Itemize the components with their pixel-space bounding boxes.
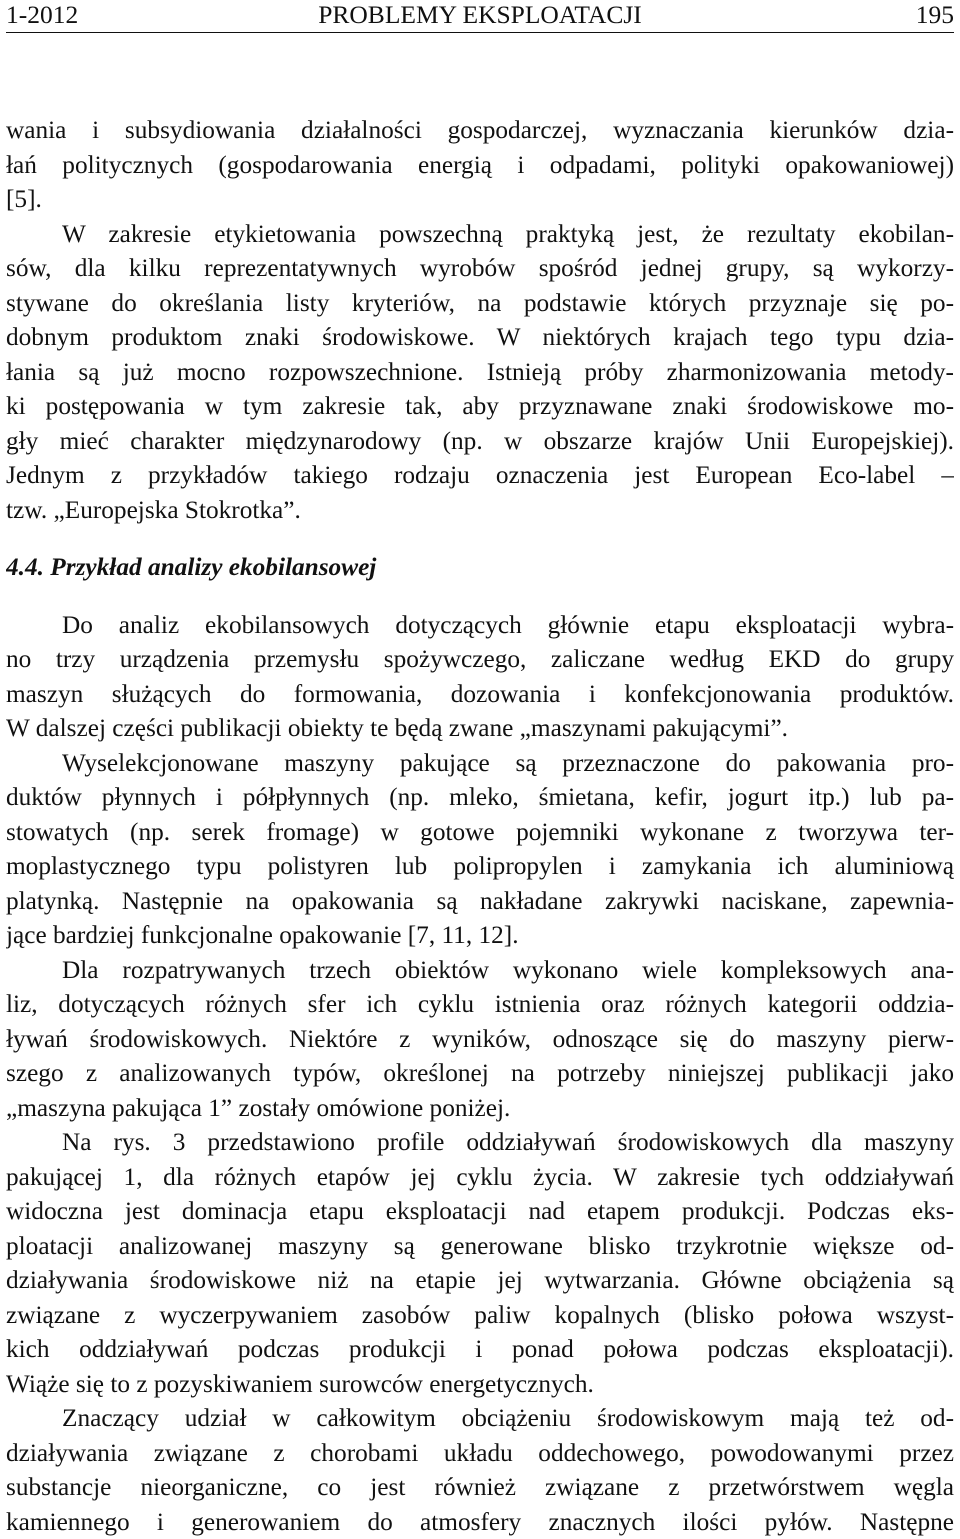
text-line: Znaczący udział w całkowitym obciążeniu środowiskowym mają też od- (6, 1401, 954, 1436)
text-line: no trzy urządzenia przemysłu spożywczego, zaliczane według EKD do grupy (6, 642, 954, 677)
section-title: Przykład analizy ekobilansowej (50, 553, 376, 581)
text-line: stywane do określania listy kryteriów, na podstawie których przyznaje się po- (6, 286, 954, 321)
text-line: Wiąże się to z pozyskiwaniem surowców energetycznych. (6, 1367, 954, 1402)
header-rule (6, 32, 954, 33)
running-header (6, 0, 954, 34)
header-page-number: 195 (916, 0, 954, 30)
text-line: maszyn służących do formowania, dozowania i konfekcjonowania produktów. (6, 677, 954, 712)
text-line: gły mieć charakter międzynarodowy (np. w obszarze krajów Unii Europejskiej). (6, 424, 954, 459)
header-journal-title: PROBLEMY EKSPLOATACJI (6, 0, 954, 30)
text-line: ploatacji analizowanej maszyny są generowane blisko trzykrotnie większe od- (6, 1229, 954, 1264)
text-line: platynką. Następnie na opakowania są nakładane zakrywki naciskane, zapewnia- (6, 884, 954, 919)
text-line: łania są już mocno rozpowszechnione. Istnieją próby zharmonizowania metody- (6, 355, 954, 390)
section-number: 4.4. (6, 553, 44, 581)
paragraph-1 (6, 113, 954, 217)
text-line: [5]. (6, 182, 954, 217)
text-line: Jednym z przykładów takiego rodzaju oznaczenia jest European Eco-label – (6, 458, 954, 493)
text-line: stowatych (np. serek fromage) w gotowe pojemniki wykonane z tworzywa ter- (6, 815, 954, 850)
text-line: kich oddziaływań podczas produkcji i ponad połowa podczas eksploatacji). (6, 1332, 954, 1367)
text-line: tzw. „Europejska Stokrotka”. (6, 493, 954, 528)
text-line: „maszyna pakująca 1” zostały omówione poniżej. (6, 1091, 954, 1126)
text-line: widoczna jest dominacja etapu eksploatacji nad etapem produkcji. Podczas eks- (6, 1194, 954, 1229)
text-line: Na rys. 3 przedstawiono profile oddziaływań środowiskowych dla maszyny (6, 1125, 954, 1160)
body-text (6, 113, 954, 1539)
text-line: W dalszej części publikacji obiekty te będą zwane „maszynami pakującymi”. (6, 711, 954, 746)
spacer (6, 527, 954, 550)
text-line: Dla rozpatrywanych trzech obiektów wykonano wiele kompleksowych ana- (6, 953, 954, 988)
text-line: związane z wyczerpywaniem zasobów paliw kopalnych (blisko połowa wszyst- (6, 1298, 954, 1333)
paragraph-7 (6, 1401, 954, 1539)
text-line: ki postępowania w tym zakresie tak, aby przyznawane znaki środowiskowe mo- (6, 389, 954, 424)
text-line: Wyselekcjonowane maszyny pakujące są przeznaczone do pakowania pro- (6, 746, 954, 781)
text-line: jące bardziej funkcjonalne opakowanie [7, 11, 12]. (6, 918, 954, 953)
text-line: moplastycznego typu polistyren lub polipropylen i zamykania ich aluminiową (6, 849, 954, 884)
text-line: W zakresie etykietowania powszechną praktyką jest, że rezultaty ekobilan- (6, 217, 954, 252)
text-line: wania i subsydiowania działalności gospodarczej, wyznaczania kierunków dzia- (6, 113, 954, 148)
text-line: szego z analizowanych typów, określonej na potrzeby niniejszej publikacji jako (6, 1056, 954, 1091)
paragraph-4 (6, 746, 954, 953)
paragraph-3 (6, 608, 954, 746)
text-line: duktów płynnych i półpłynnych (np. mleko, śmietana, kefir, jogurt itp.) lub pa- (6, 780, 954, 815)
section-heading (6, 550, 954, 585)
text-line: pakującej 1, dla różnych etapów jej cyklu życia. W zakresie tych oddziaływań (6, 1160, 954, 1195)
text-line: Do analiz ekobilansowych dotyczących głównie etapu eksploatacji wybra- (6, 608, 954, 643)
text-line: ływań środowiskowych. Niektóre z wyników, odnoszące się do maszyny pierw- (6, 1022, 954, 1057)
text-line: sów, dla kilku reprezentatywnych wyrobów spośród jednej grupy, są wykorzy- (6, 251, 954, 286)
text-line: kamiennego i generowaniem do atmosfery znacznych ilości pyłów. Następne (6, 1505, 954, 1539)
text-line: działywania środowiskowe niż na etapie jej wytwarzania. Główne obciążenia są (6, 1263, 954, 1298)
spacer (6, 585, 954, 608)
text-line: dobnym produktom znaki środowiskowe. W niektórych krajach tego typu dzia- (6, 320, 954, 355)
text-line: substancje nieorganiczne, co jest również związane z przetwórstwem węgla (6, 1470, 954, 1505)
paragraph-5 (6, 953, 954, 1126)
text-line: łań politycznych (gospodarowania energią i odpadami, polityki opakowaniowej) (6, 148, 954, 183)
header-issue: 1-2012 (6, 0, 78, 30)
paragraph-6 (6, 1125, 954, 1401)
text-line: liz, dotyczących różnych sfer ich cyklu istnienia oraz różnych kategorii oddzia- (6, 987, 954, 1022)
paragraph-2 (6, 217, 954, 528)
text-line: działywania związane z chorobami układu oddechowego, powodowanymi przez (6, 1436, 954, 1471)
